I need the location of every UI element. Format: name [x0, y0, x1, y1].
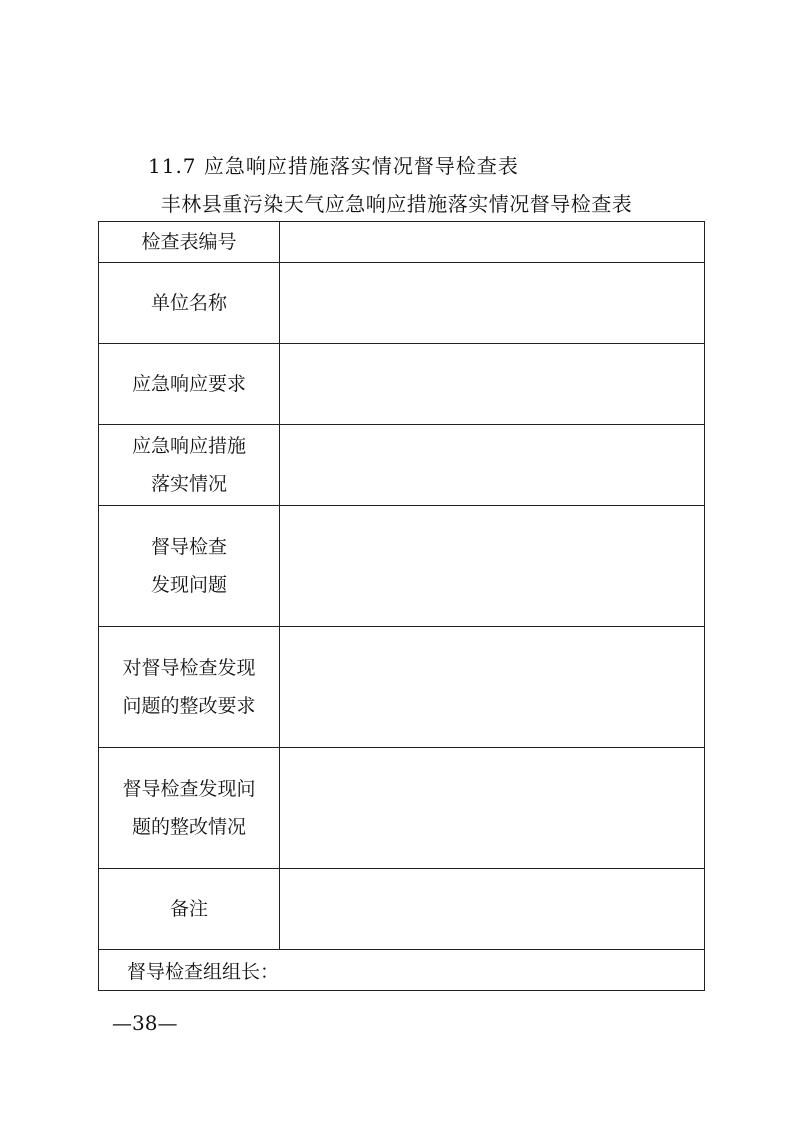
row-label-response-requirements — [99, 344, 280, 425]
table-row — [99, 950, 705, 991]
form-number-field[interactable] — [280, 222, 705, 263]
rectification-requirements-field[interactable] — [280, 627, 705, 748]
table-title: 丰林县重污染天气应急响应措施落实情况督导检查表 — [160, 192, 633, 216]
page-number: —38— — [112, 1011, 178, 1035]
label-line: 题的整改情况 — [131, 816, 246, 838]
row-label-remarks — [99, 869, 280, 950]
measures-implementation-field[interactable] — [280, 425, 705, 506]
response-requirements-field[interactable] — [280, 344, 705, 425]
unit-name-field[interactable] — [280, 263, 705, 344]
rectification-status-field[interactable] — [280, 748, 705, 869]
group-leader-label: 督导检查组组长： — [127, 960, 280, 983]
label-line: 对督导检查发现 — [122, 657, 256, 679]
label-line: 备注 — [169, 898, 208, 920]
label-line: 应急响应措施 — [131, 435, 246, 457]
inspection-form-table — [98, 221, 705, 991]
table-row — [99, 425, 705, 506]
table-row — [99, 263, 705, 344]
row-label-measures-implementation — [99, 425, 280, 506]
label-line: 落实情况 — [150, 473, 227, 495]
row-label-rectification-requirements — [99, 627, 280, 748]
label-line: 问题的整改要求 — [122, 695, 256, 717]
label-line: 督导检查发现问 — [122, 778, 256, 800]
label-line: 单位名称 — [150, 292, 227, 314]
row-label-rectification-status — [99, 748, 280, 869]
label-line: 发现问题 — [150, 574, 227, 596]
remarks-field[interactable] — [280, 869, 705, 950]
table-row — [99, 344, 705, 425]
group-leader-signature-field[interactable] — [99, 950, 705, 991]
row-label-form-number — [99, 222, 280, 263]
table-row — [99, 748, 705, 869]
table-row — [99, 627, 705, 748]
label-line: 督导检查 — [150, 536, 227, 558]
label-line: 应急响应要求 — [131, 373, 246, 395]
row-label-unit-name — [99, 263, 280, 344]
section-heading: 11.7 应急响应措施落实情况督导检查表 — [148, 154, 519, 178]
table-row — [99, 506, 705, 627]
table-row — [99, 222, 705, 263]
label-line: 检查表编号 — [141, 231, 237, 253]
row-label-issues-found — [99, 506, 280, 627]
issues-found-field[interactable] — [280, 506, 705, 627]
table-row — [99, 869, 705, 950]
